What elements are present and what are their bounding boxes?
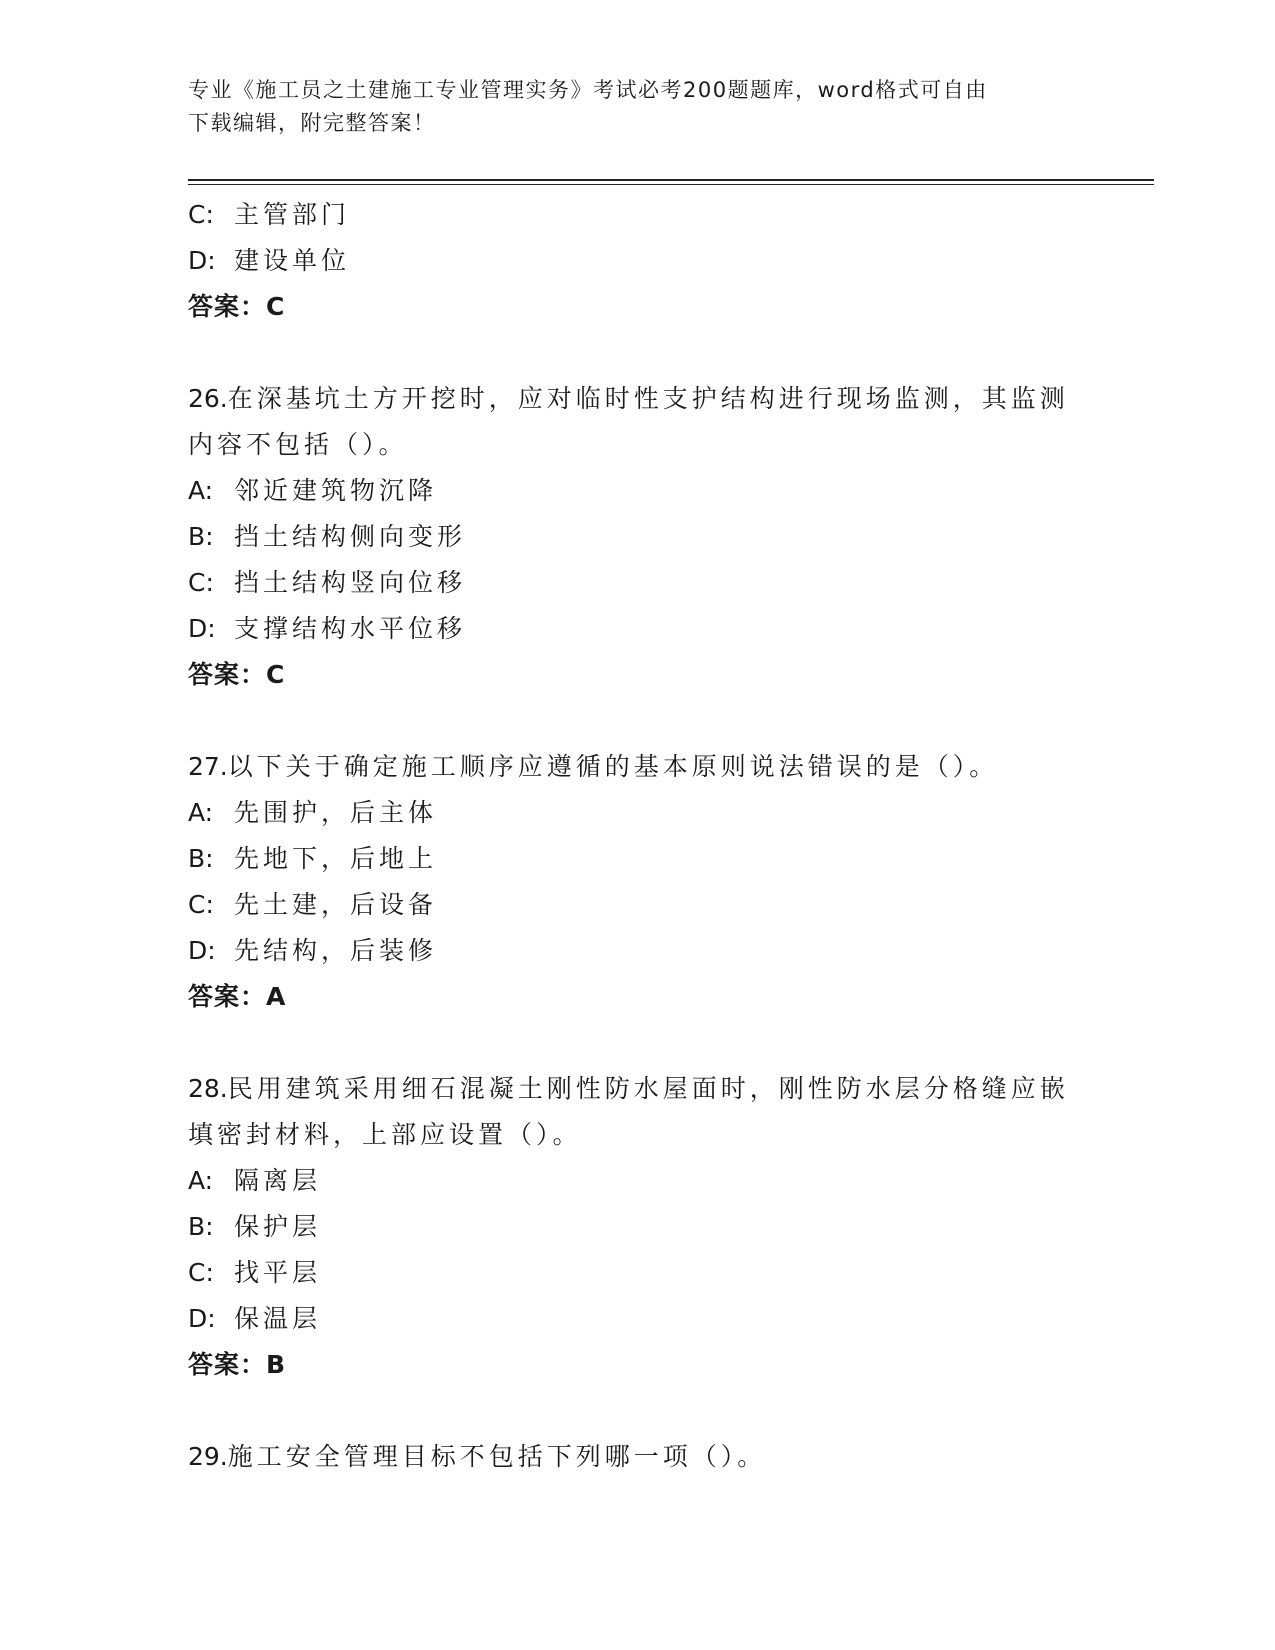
option-text: 找平层 xyxy=(234,1258,322,1287)
option-prefix: D: xyxy=(188,246,216,275)
option-c xyxy=(188,1250,1088,1296)
spacer xyxy=(188,1388,1088,1434)
option-text: 保温层 xyxy=(234,1304,322,1333)
option-prefix: D: xyxy=(188,614,216,643)
option-prefix: C: xyxy=(188,1258,214,1287)
option-text: 保护层 xyxy=(234,1212,322,1241)
question-stem-text: 民用建筑采用细石混凝土刚性防水屋面时，刚性防水层分格缝应嵌 xyxy=(227,1074,1069,1103)
option-text: 支撑结构水平位移 xyxy=(234,614,467,643)
option-text: 先地下，后地上 xyxy=(234,844,438,873)
option-d xyxy=(188,1296,1088,1342)
header-line-2: 下载编辑，附完整答案！ xyxy=(188,111,436,135)
answer-line: 答案：C xyxy=(188,660,286,689)
option-prefix: D: xyxy=(188,1304,216,1333)
spacer xyxy=(188,1020,1088,1066)
question-stem-text: 在深基坑土方开挖时，应对临时性支护结构进行现场监测，其监测 xyxy=(227,384,1069,413)
answer-line: 答案：C xyxy=(188,292,286,321)
question-27 xyxy=(188,744,1088,1020)
option-prefix: C: xyxy=(188,890,214,919)
option-text: 隔离层 xyxy=(234,1166,322,1195)
option-prefix: B: xyxy=(188,844,214,873)
option-a xyxy=(188,1158,1088,1204)
option-prefix: A: xyxy=(188,476,214,505)
option-d xyxy=(188,928,1088,974)
option-b xyxy=(188,514,1088,560)
header-rule-thick xyxy=(188,179,1154,181)
option-text: 先结构，后装修 xyxy=(234,936,438,965)
option-text: 先围护，后主体 xyxy=(234,798,438,827)
header-rule-thin xyxy=(188,184,1154,185)
option-c xyxy=(188,192,1088,238)
question-25-continuation xyxy=(188,192,1088,330)
option-prefix: B: xyxy=(188,522,214,551)
option-text: 建设单位 xyxy=(234,246,351,275)
option-prefix: A: xyxy=(188,798,214,827)
option-text: 主管部门 xyxy=(234,200,351,229)
option-a xyxy=(188,790,1088,836)
spacer xyxy=(188,330,1088,376)
question-content xyxy=(188,192,1088,1480)
option-prefix: D: xyxy=(188,936,216,965)
header-line-1: 专业《施工员之土建施工专业管理实务》考试必考200题题库，word格式可自由 xyxy=(188,78,988,102)
option-c xyxy=(188,882,1088,928)
answer-line: 答案：B xyxy=(188,1350,287,1379)
option-prefix: A: xyxy=(188,1166,214,1195)
option-prefix: C: xyxy=(188,200,214,229)
question-stem-text: 以下关于确定施工顺序应遵循的基本原则说法错误的是（）。 xyxy=(227,752,999,781)
question-number: 27. xyxy=(188,752,228,781)
option-b xyxy=(188,1204,1088,1250)
question-number: 29. xyxy=(188,1442,228,1471)
question-stem-text: 施工安全管理目标不包括下列哪一项（）。 xyxy=(227,1442,767,1471)
question-stem-line-1 xyxy=(188,1066,1088,1112)
option-prefix: B: xyxy=(188,1212,214,1241)
question-stem-line-1 xyxy=(188,376,1088,422)
option-text: 挡土结构竖向位移 xyxy=(234,568,467,597)
document-header xyxy=(188,74,1088,140)
question-stem-line-2: 填密封材料，上部应设置（）。 xyxy=(188,1120,582,1149)
option-d xyxy=(188,238,1088,284)
option-text: 邻近建筑物沉降 xyxy=(234,476,438,505)
option-text: 先土建，后设备 xyxy=(234,890,438,919)
question-26 xyxy=(188,376,1088,698)
option-text: 挡土结构侧向变形 xyxy=(234,522,467,551)
option-c xyxy=(188,560,1088,606)
question-stem-line-1 xyxy=(188,1434,1088,1480)
question-number: 26. xyxy=(188,384,228,413)
option-a xyxy=(188,468,1088,514)
option-b xyxy=(188,836,1088,882)
spacer xyxy=(188,698,1088,744)
question-29 xyxy=(188,1434,1088,1480)
question-stem-line-1 xyxy=(188,744,1088,790)
answer-line: 答案：A xyxy=(188,982,287,1011)
question-28 xyxy=(188,1066,1088,1388)
question-number: 28. xyxy=(188,1074,228,1103)
option-prefix: C: xyxy=(188,568,214,597)
question-stem-line-2: 内容不包括（）。 xyxy=(188,430,408,459)
option-d xyxy=(188,606,1088,652)
